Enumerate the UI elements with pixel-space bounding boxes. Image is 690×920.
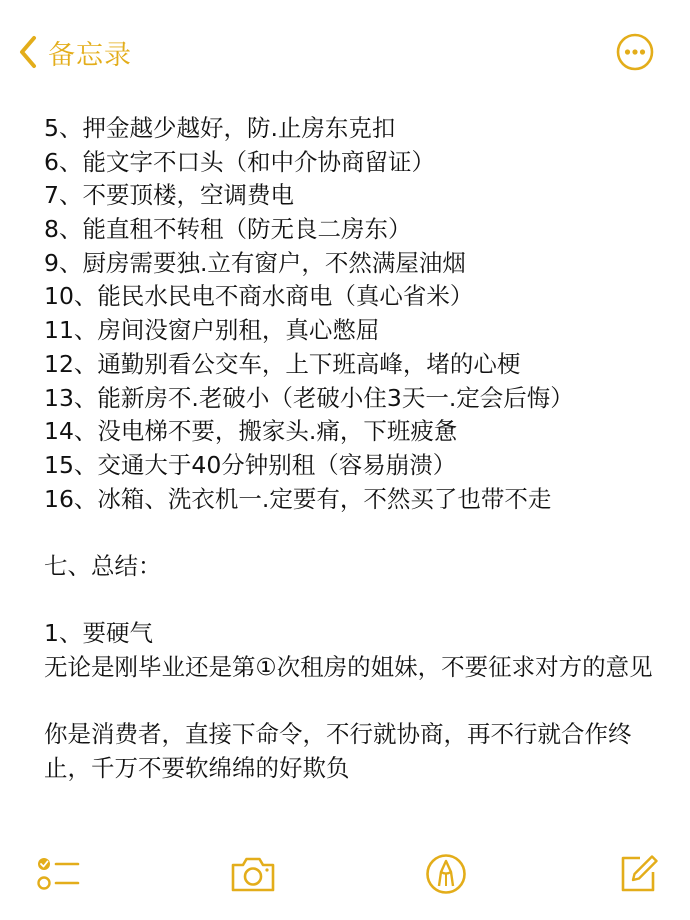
note-line: 16、冰箱、洗衣机一.定要有，不然买了也带不走	[44, 484, 552, 513]
note-line: 8、能直租不转租（防无良二房东）	[44, 215, 412, 244]
bottom-toolbar	[0, 840, 690, 920]
note-line: 9、厨房需要独.立有窗户，不然满屋油烟	[44, 248, 466, 277]
navigation-bar	[0, 0, 690, 100]
compose-icon	[616, 852, 660, 900]
more-button[interactable]	[615, 32, 655, 72]
note-line: 13、能新房不.老破小（老破小住3天一.定会后悔）	[44, 383, 574, 412]
blank-line	[44, 516, 664, 550]
point-title: 1、要硬气	[44, 619, 153, 648]
note-line: 10、能民水民电不商水商电（真心省米）	[44, 282, 474, 311]
note-line: 5、押金越少越好，防.止房东克扣	[44, 114, 396, 142]
note-paragraph: 你是消费者，直接下命令，不行就协商，再不行就合作终止，千万不要软绵绵的好欺负	[44, 720, 632, 783]
section-title: 七、总结：	[44, 551, 162, 580]
note-line: 12、通勤别看公交车，上下班高峰，堵的心梗	[44, 349, 521, 378]
note-line: 15、交通大于40分钟别租（容易崩溃）	[44, 450, 457, 479]
ellipsis-circle-icon	[615, 57, 655, 76]
checklist-icon	[36, 852, 80, 900]
note-body[interactable]	[44, 112, 664, 786]
blank-line	[44, 685, 664, 719]
note-line: 14、没电梯不要，搬家头.痛，下班疲惫	[44, 417, 458, 446]
chevron-left-icon	[18, 35, 38, 69]
compose-button[interactable]	[614, 852, 662, 900]
checklist-button[interactable]	[34, 852, 82, 900]
camera-icon	[229, 854, 277, 898]
back-label: 备忘录	[48, 39, 132, 71]
markup-pen-icon	[424, 852, 468, 900]
back-button[interactable]	[18, 30, 132, 74]
markup-button[interactable]	[422, 852, 470, 900]
camera-button[interactable]	[229, 852, 277, 900]
note-paragraph: 无论是刚毕业还是第①次租房的姐妹，不要征求对方的意见	[44, 653, 653, 681]
note-line: 7、不要顶楼，空调费电	[44, 181, 294, 210]
note-line: 11、房间没窗户别租，真心憋屈	[44, 316, 380, 345]
blank-line	[44, 584, 664, 618]
note-line: 6、能文字不口头（和中介协商留证）	[44, 147, 435, 176]
